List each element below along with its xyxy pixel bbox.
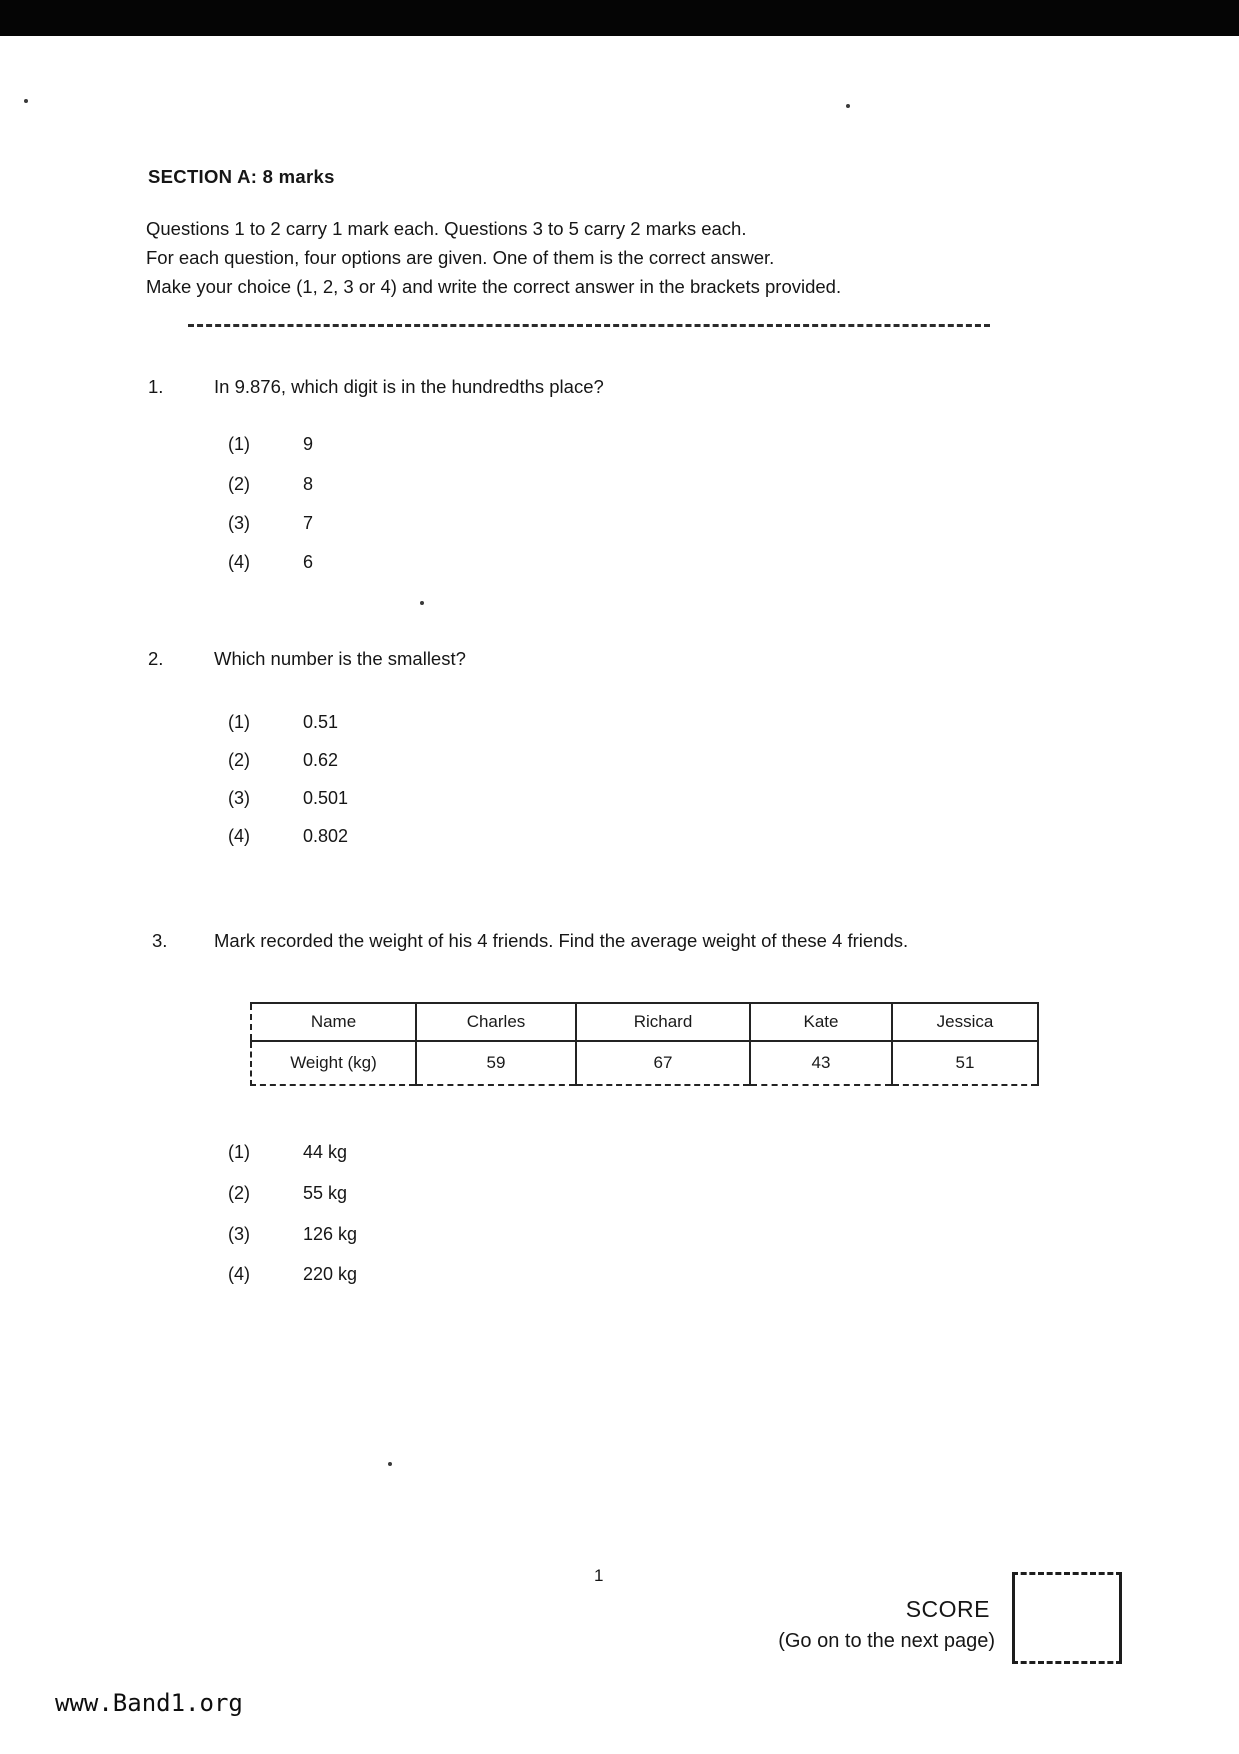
table-header-jessica: Jessica xyxy=(892,1003,1038,1041)
table-row-label: Weight (kg) xyxy=(251,1041,416,1085)
weight-kate: 43 xyxy=(750,1041,892,1085)
q1-option-3-value: 7 xyxy=(303,513,314,533)
table-header-kate: Kate xyxy=(750,1003,892,1041)
question-1-text: In 9.876, which digit is in the hundredths place? xyxy=(214,376,604,397)
question-1-number: 1. xyxy=(148,376,164,397)
q2-option-4-value: 0.802 xyxy=(303,826,349,846)
scan-speck xyxy=(388,1462,392,1466)
q2-option-4-label: (4) xyxy=(228,826,250,846)
q2-option-1-label: (1) xyxy=(228,712,250,732)
weight-jessica: 51 xyxy=(892,1041,1038,1085)
q3-option-1-label: (1) xyxy=(228,1142,250,1162)
score-label: SCORE xyxy=(905,1596,990,1622)
q1-option-1-value: 9 xyxy=(303,434,314,454)
question-2-text: Which number is the smallest? xyxy=(214,648,466,669)
q2-option-3-value: 0.501 xyxy=(303,788,349,808)
q1-option-4-label: (4) xyxy=(228,552,250,572)
weights-table xyxy=(250,1002,1039,1086)
q2-option-2-label: (2) xyxy=(228,750,250,770)
scan-speck xyxy=(24,99,28,103)
q1-option-4-value: 6 xyxy=(303,552,314,572)
table-header-name: Name xyxy=(251,1003,416,1041)
q3-option-2-value: 55 kg xyxy=(303,1183,348,1203)
q3-option-4-value: 220 kg xyxy=(303,1264,358,1284)
weight-charles: 59 xyxy=(416,1041,576,1085)
q3-option-2-label: (2) xyxy=(228,1183,250,1203)
table-header-richard: Richard xyxy=(576,1003,750,1041)
question-2-number: 2. xyxy=(148,648,164,669)
question-3-text: Mark recorded the weight of his 4 friends. Find the average weight of these 4 friends. xyxy=(214,930,909,951)
q3-option-1-value: 44 kg xyxy=(303,1142,348,1162)
q2-option-2-value: 0.62 xyxy=(303,750,339,770)
q3-option-3-label: (3) xyxy=(228,1224,250,1244)
q1-option-1-label: (1) xyxy=(228,434,250,454)
q2-option-1-value: 0.51 xyxy=(303,712,339,732)
watermark-url: www.Band1.org xyxy=(55,1689,243,1717)
q3-option-4-label: (4) xyxy=(228,1264,250,1284)
q2-option-3-label: (3) xyxy=(228,788,250,808)
section-title: SECTION A: 8 marks xyxy=(148,166,335,187)
q1-option-2-value: 8 xyxy=(303,474,314,494)
q1-option-3-label: (3) xyxy=(228,513,250,533)
page-number: 1 xyxy=(594,1566,604,1585)
instruction-line-1: Questions 1 to 2 carry 1 mark each. Questions 3 to 5 carry 2 marks each. xyxy=(146,218,747,239)
q1-option-2-label: (2) xyxy=(228,474,250,494)
instruction-line-3: Make your choice (1, 2, 3 or 4) and write the correct answer in the brackets provided. xyxy=(146,276,842,297)
scan-speck xyxy=(846,104,850,108)
question-3-number: 3. xyxy=(152,930,168,951)
score-box xyxy=(1012,1572,1122,1664)
weights-table-header-row xyxy=(251,1003,1038,1041)
weight-richard: 67 xyxy=(576,1041,750,1085)
table-header-charles: Charles xyxy=(416,1003,576,1041)
scan-speck xyxy=(420,601,424,605)
dashed-divider xyxy=(188,324,990,327)
instruction-line-2: For each question, four options are given. One of them is the correct answer. xyxy=(146,247,775,268)
next-page-note: (Go on to the next page) xyxy=(778,1630,995,1652)
q3-option-3-value: 126 kg xyxy=(303,1224,358,1244)
weights-table-data-row xyxy=(251,1041,1038,1085)
